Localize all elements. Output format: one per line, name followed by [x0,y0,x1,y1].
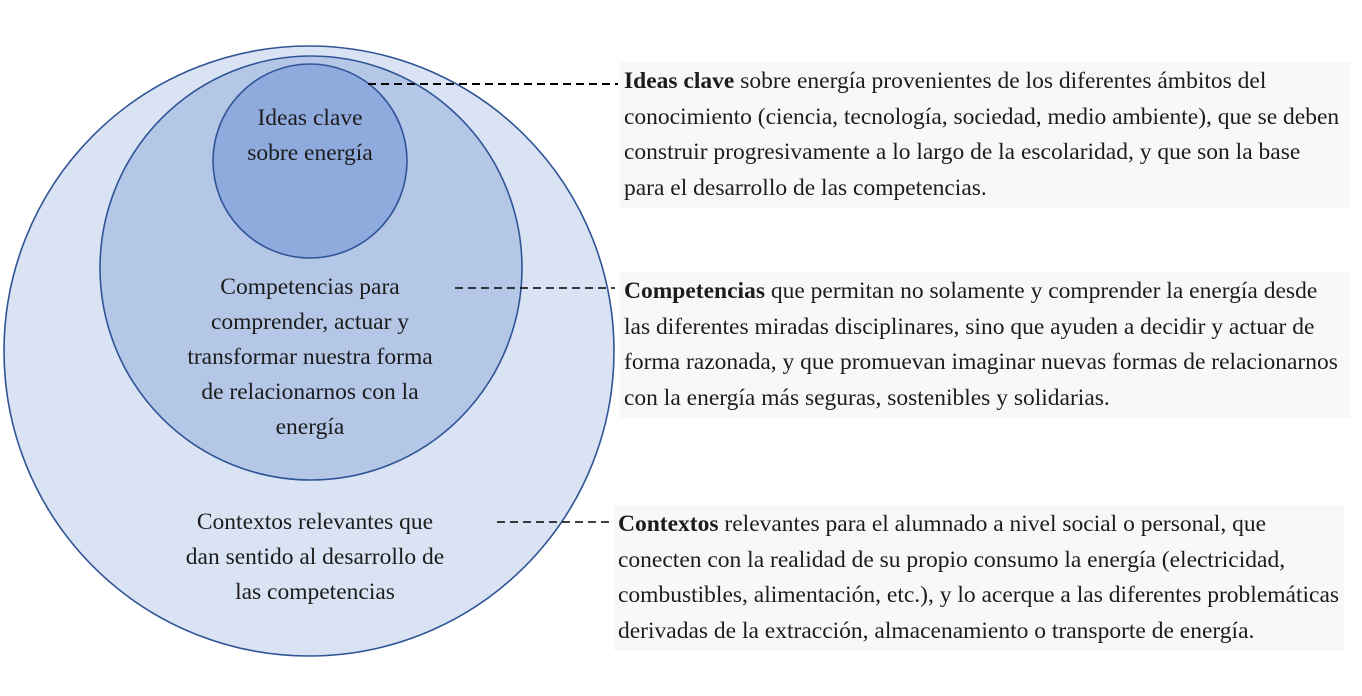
description-term: Contextos [618,511,719,537]
description-term: Competencias [624,278,765,304]
description-text: relevantes para el alumnado a nivel social o personal, que conecten con la realidad de su propio consumo la energía (electricidad, combustibles, alimentación, etc.), y lo acerque a las diferentes problemáticas derivadas de la extracción, almacenamiento o transporte de energía. [618,511,1340,644]
label-line: dan sentido al desarrollo de [185,544,445,570]
middle-circle-label [160,270,460,445]
description-term: Ideas clave [624,68,735,94]
description-text: que permitan no solamente y comprender la energía desde las diferentes miradas disciplinares, sino que ayuden a decidir y actuar de forma razonada, y que promuevan imaginar nuevas formas de relacionarnos con la energía más seguras, sostenibles y solidarias. [624,278,1338,411]
description-contextos [614,505,1344,651]
label-line: Contextos relevantes que [196,509,434,535]
outer-circle-label [140,505,490,610]
label-line: transformar nuestra forma [187,344,433,370]
description-ideas-clave [620,62,1350,208]
label-line: Ideas clave [257,105,363,131]
label-line: Competencias para [220,274,400,300]
inner-circle-label [215,101,405,171]
label-line: sobre energía [247,140,373,166]
description-text: sobre energía provenientes de los diferentes ámbitos del conocimiento (ciencia, tecnología, sociedad, medio ambiente), que se deben construir progresivamente a lo largo de la escolaridad, y que son la base para el desarrollo de las competencias. [624,68,1340,201]
label-line: comprender, actuar y [210,309,410,335]
label-line: energía [275,414,345,440]
description-competencias [620,272,1350,418]
label-line: las competencias [235,579,395,605]
label-line: de relacionarnos con la [201,379,419,405]
